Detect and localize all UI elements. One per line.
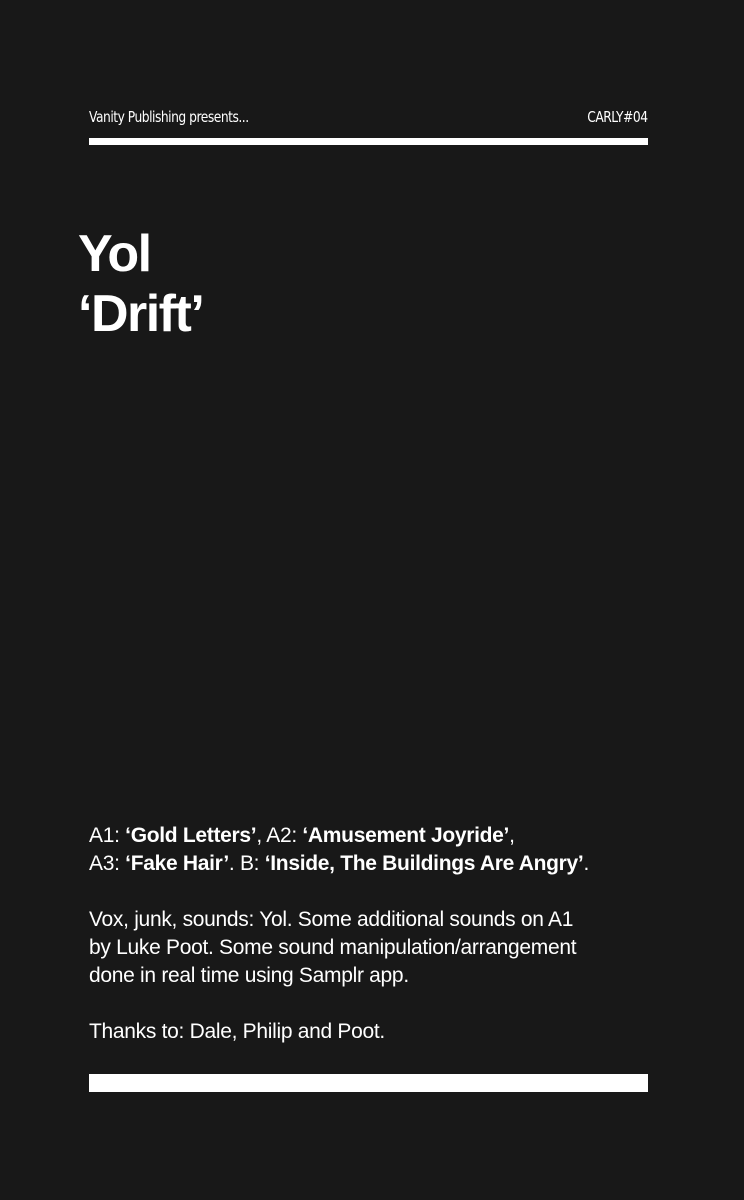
track-separator: , [256,824,267,847]
track-title: ‘Gold Letters’ [125,824,257,847]
track-separator: , [509,824,515,847]
liner-notes [89,822,669,1074]
credits-line: Vox, junk, sounds: Yol. Some additional sounds on A1 [89,908,574,931]
tracklist [89,822,669,878]
track-separator: . [228,852,240,875]
track-title: ‘Amusement Joyride’ [302,824,510,847]
track-side: A3: [89,852,126,875]
track-side: A2: [266,824,303,847]
track-side: A1: [89,824,126,847]
album-title: ‘Drift’ [78,285,204,343]
catalog-number: CARLY#04 [587,108,648,126]
track-separator: . [583,852,590,875]
top-rule [89,138,648,145]
track-side: B: [239,852,265,875]
track-title: ‘Inside, The Buildings Are Angry’ [264,852,584,875]
bottom-rule [89,1074,648,1092]
credits [89,906,669,990]
credits-line: by Luke Poot. Some sound manipulation/arrangement [89,936,577,959]
presenter-text: Vanity Publishing presents... [89,108,249,126]
header [89,106,648,132]
artist-name: Yol [78,225,151,283]
thanks: Thanks to: Dale, Philip and Poot. [89,1020,385,1043]
title-block [78,224,203,344]
track-title: ‘Fake Hair’ [125,852,229,875]
credits-line: done in real time using Samplr app. [89,964,409,987]
